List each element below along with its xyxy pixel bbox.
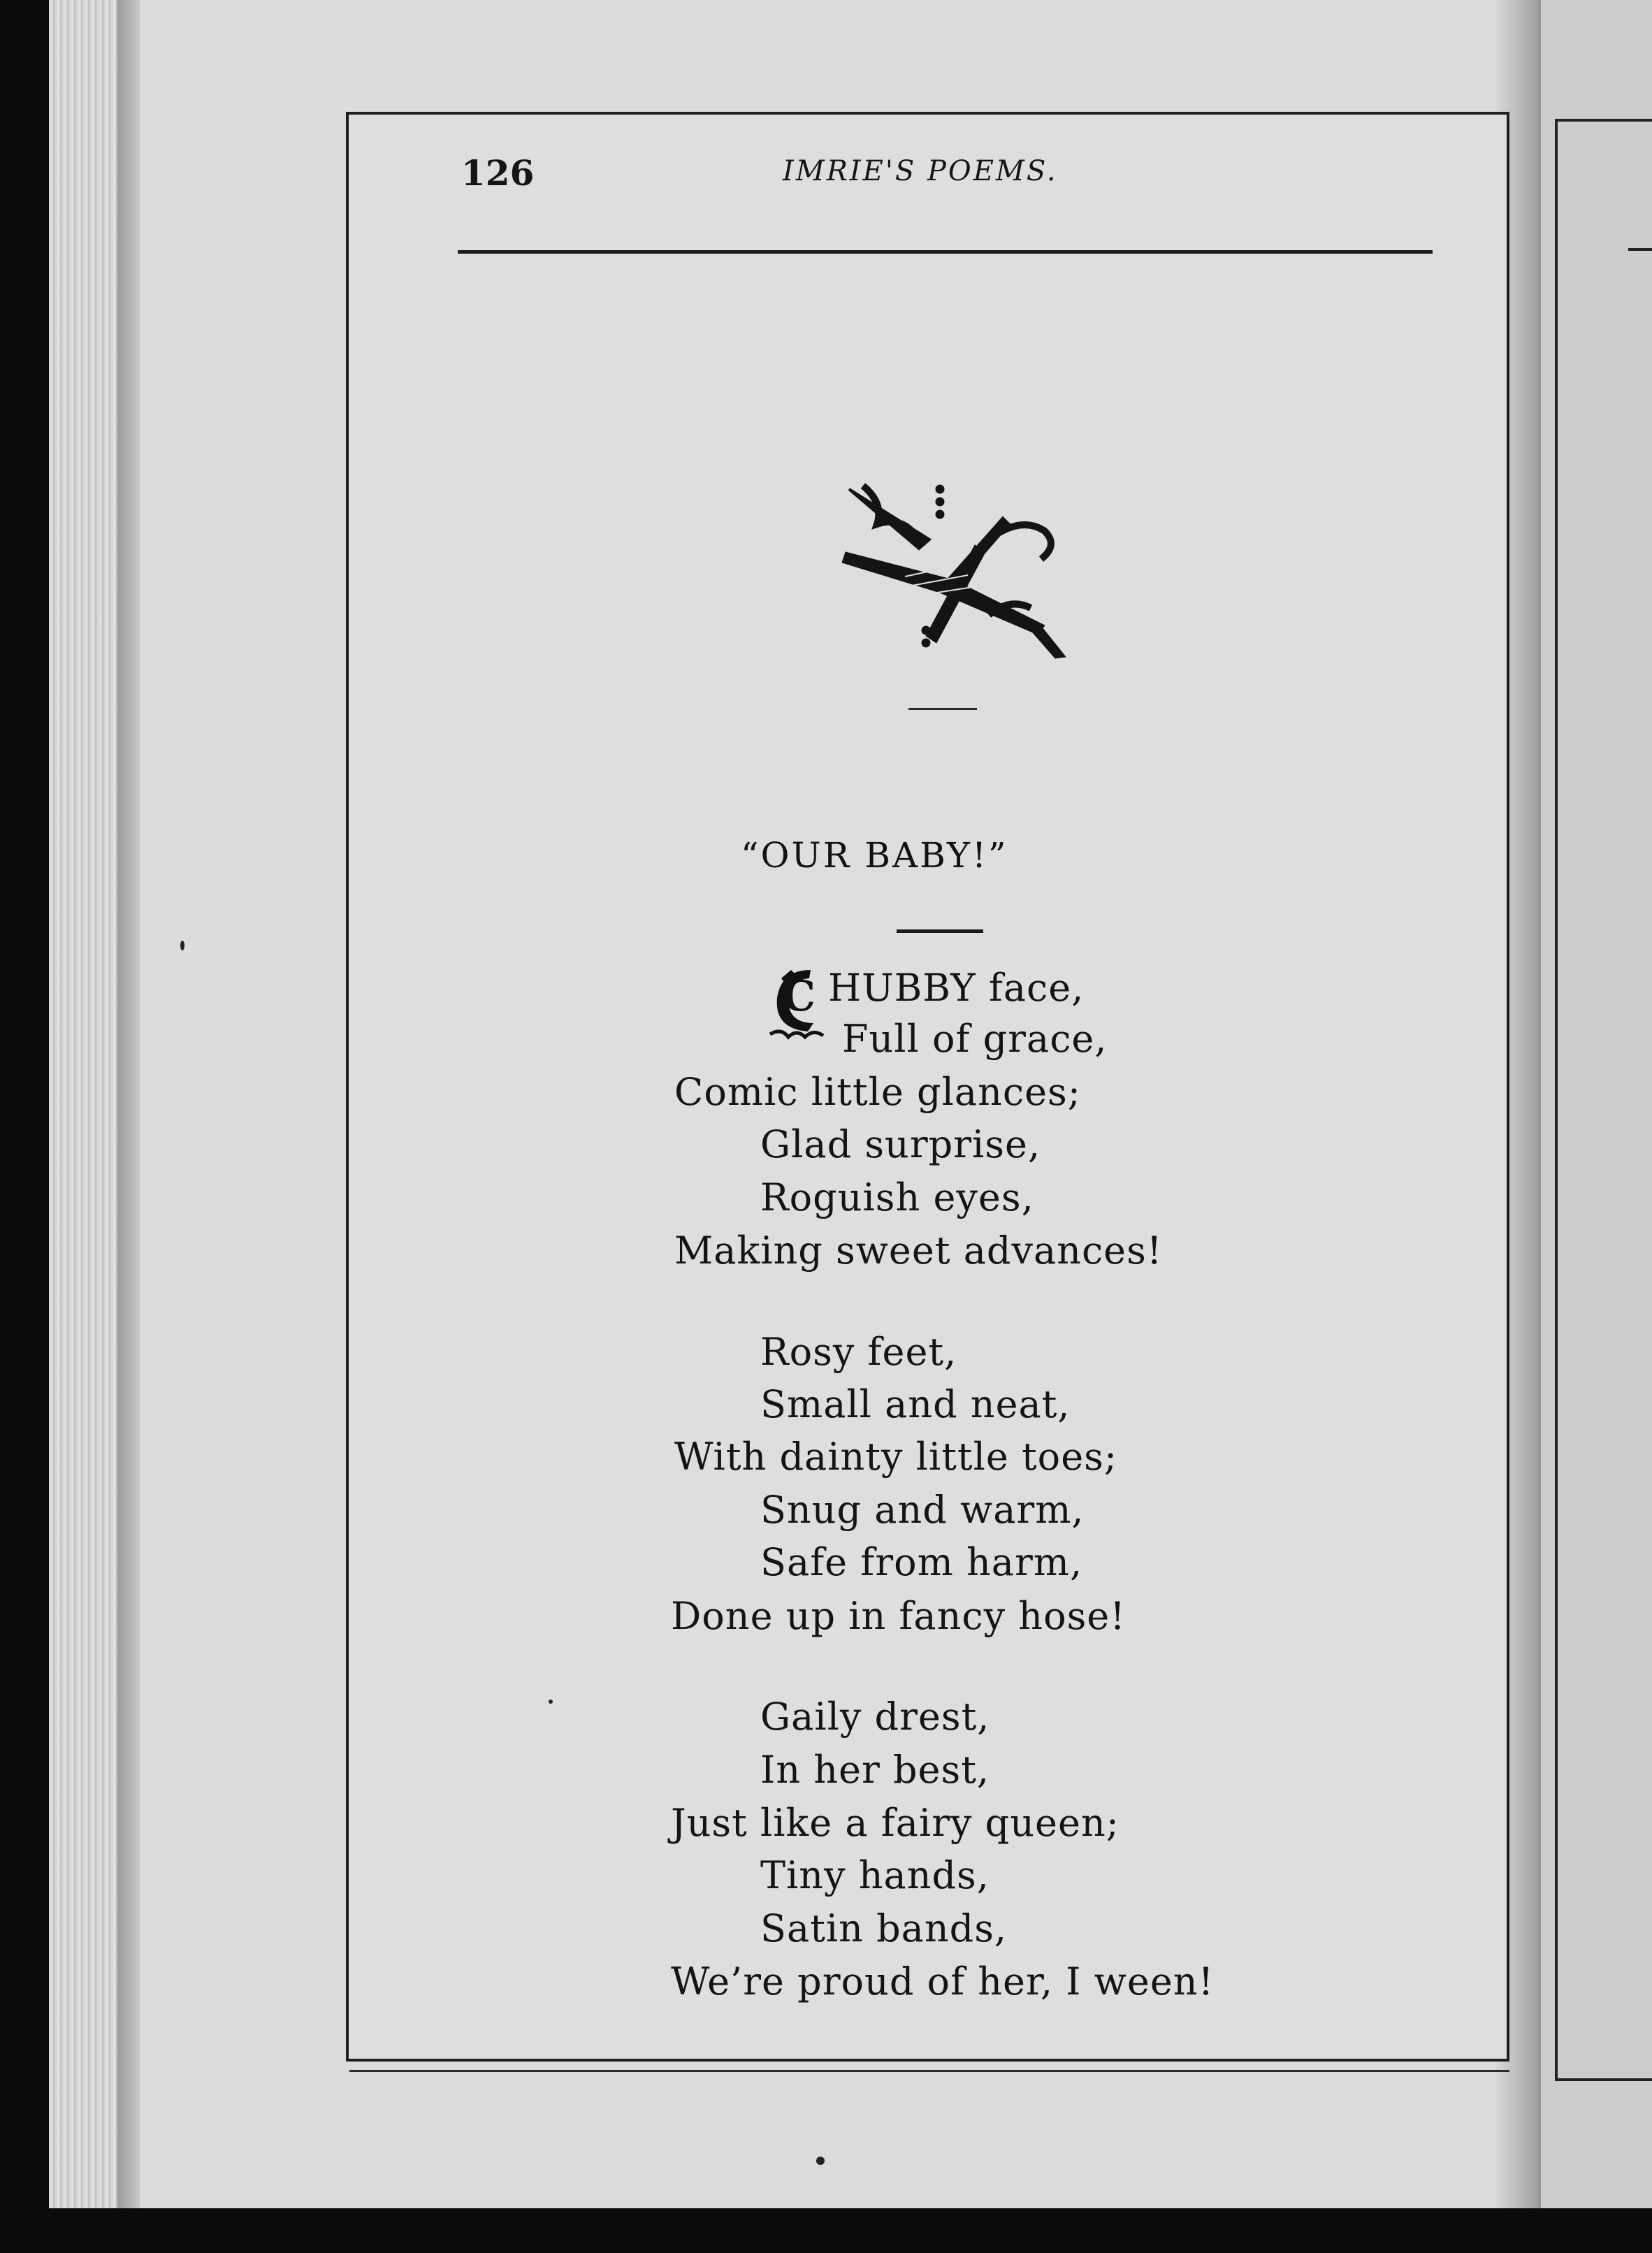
poem-line: Glad surprise, xyxy=(760,1122,1041,1166)
poem-line: We’re proud of her, I ween! xyxy=(671,1959,1215,2004)
book-page-edges xyxy=(49,0,119,2253)
poem-line: Safe from harm, xyxy=(760,1540,1083,1584)
poem-title: “OUR BABY!” xyxy=(741,835,1008,876)
poem-line: Snug and warm, xyxy=(760,1488,1085,1532)
poem-line: Done up in fancy hose! xyxy=(671,1594,1126,1638)
page-border-bottom-rule xyxy=(349,2070,1509,2072)
poem-line: Satin bands, xyxy=(760,1906,1008,1950)
scan-bottom-margin xyxy=(0,2208,1652,2253)
running-head-rule xyxy=(458,250,1433,254)
title-rule xyxy=(897,929,983,933)
svg-text:C: C xyxy=(782,972,816,1021)
poem-line: HUBBY face, xyxy=(828,966,1085,1010)
poem-line: Tiny hands, xyxy=(760,1853,990,1897)
poem-line: Comic little glances; xyxy=(674,1070,1081,1114)
poem-line: Small and neat, xyxy=(760,1382,1071,1426)
poem-line: Full of grace, xyxy=(842,1017,1108,1061)
poem-line: In her best, xyxy=(760,1748,990,1792)
poem-line: Rosy feet, xyxy=(760,1330,957,1374)
drop-cap-icon xyxy=(767,964,830,1043)
poem-line: Just like a fairy queen; xyxy=(671,1801,1120,1845)
right-page-frame xyxy=(1555,119,1652,2081)
poem-line: Gaily drest, xyxy=(760,1695,990,1739)
poem-line: With dainty little toes; xyxy=(674,1435,1118,1479)
page-number: 126 xyxy=(461,152,535,194)
ornament-icon xyxy=(835,475,1073,664)
running-head xyxy=(461,152,1433,208)
running-head-title: IMRIE'S POEMS. xyxy=(783,155,1058,187)
poem-line: Making sweet advances! xyxy=(674,1229,1163,1273)
ornament-rule xyxy=(908,708,977,710)
right-page-head-rule xyxy=(1628,248,1652,251)
poem-line: Roguish eyes, xyxy=(760,1175,1034,1219)
